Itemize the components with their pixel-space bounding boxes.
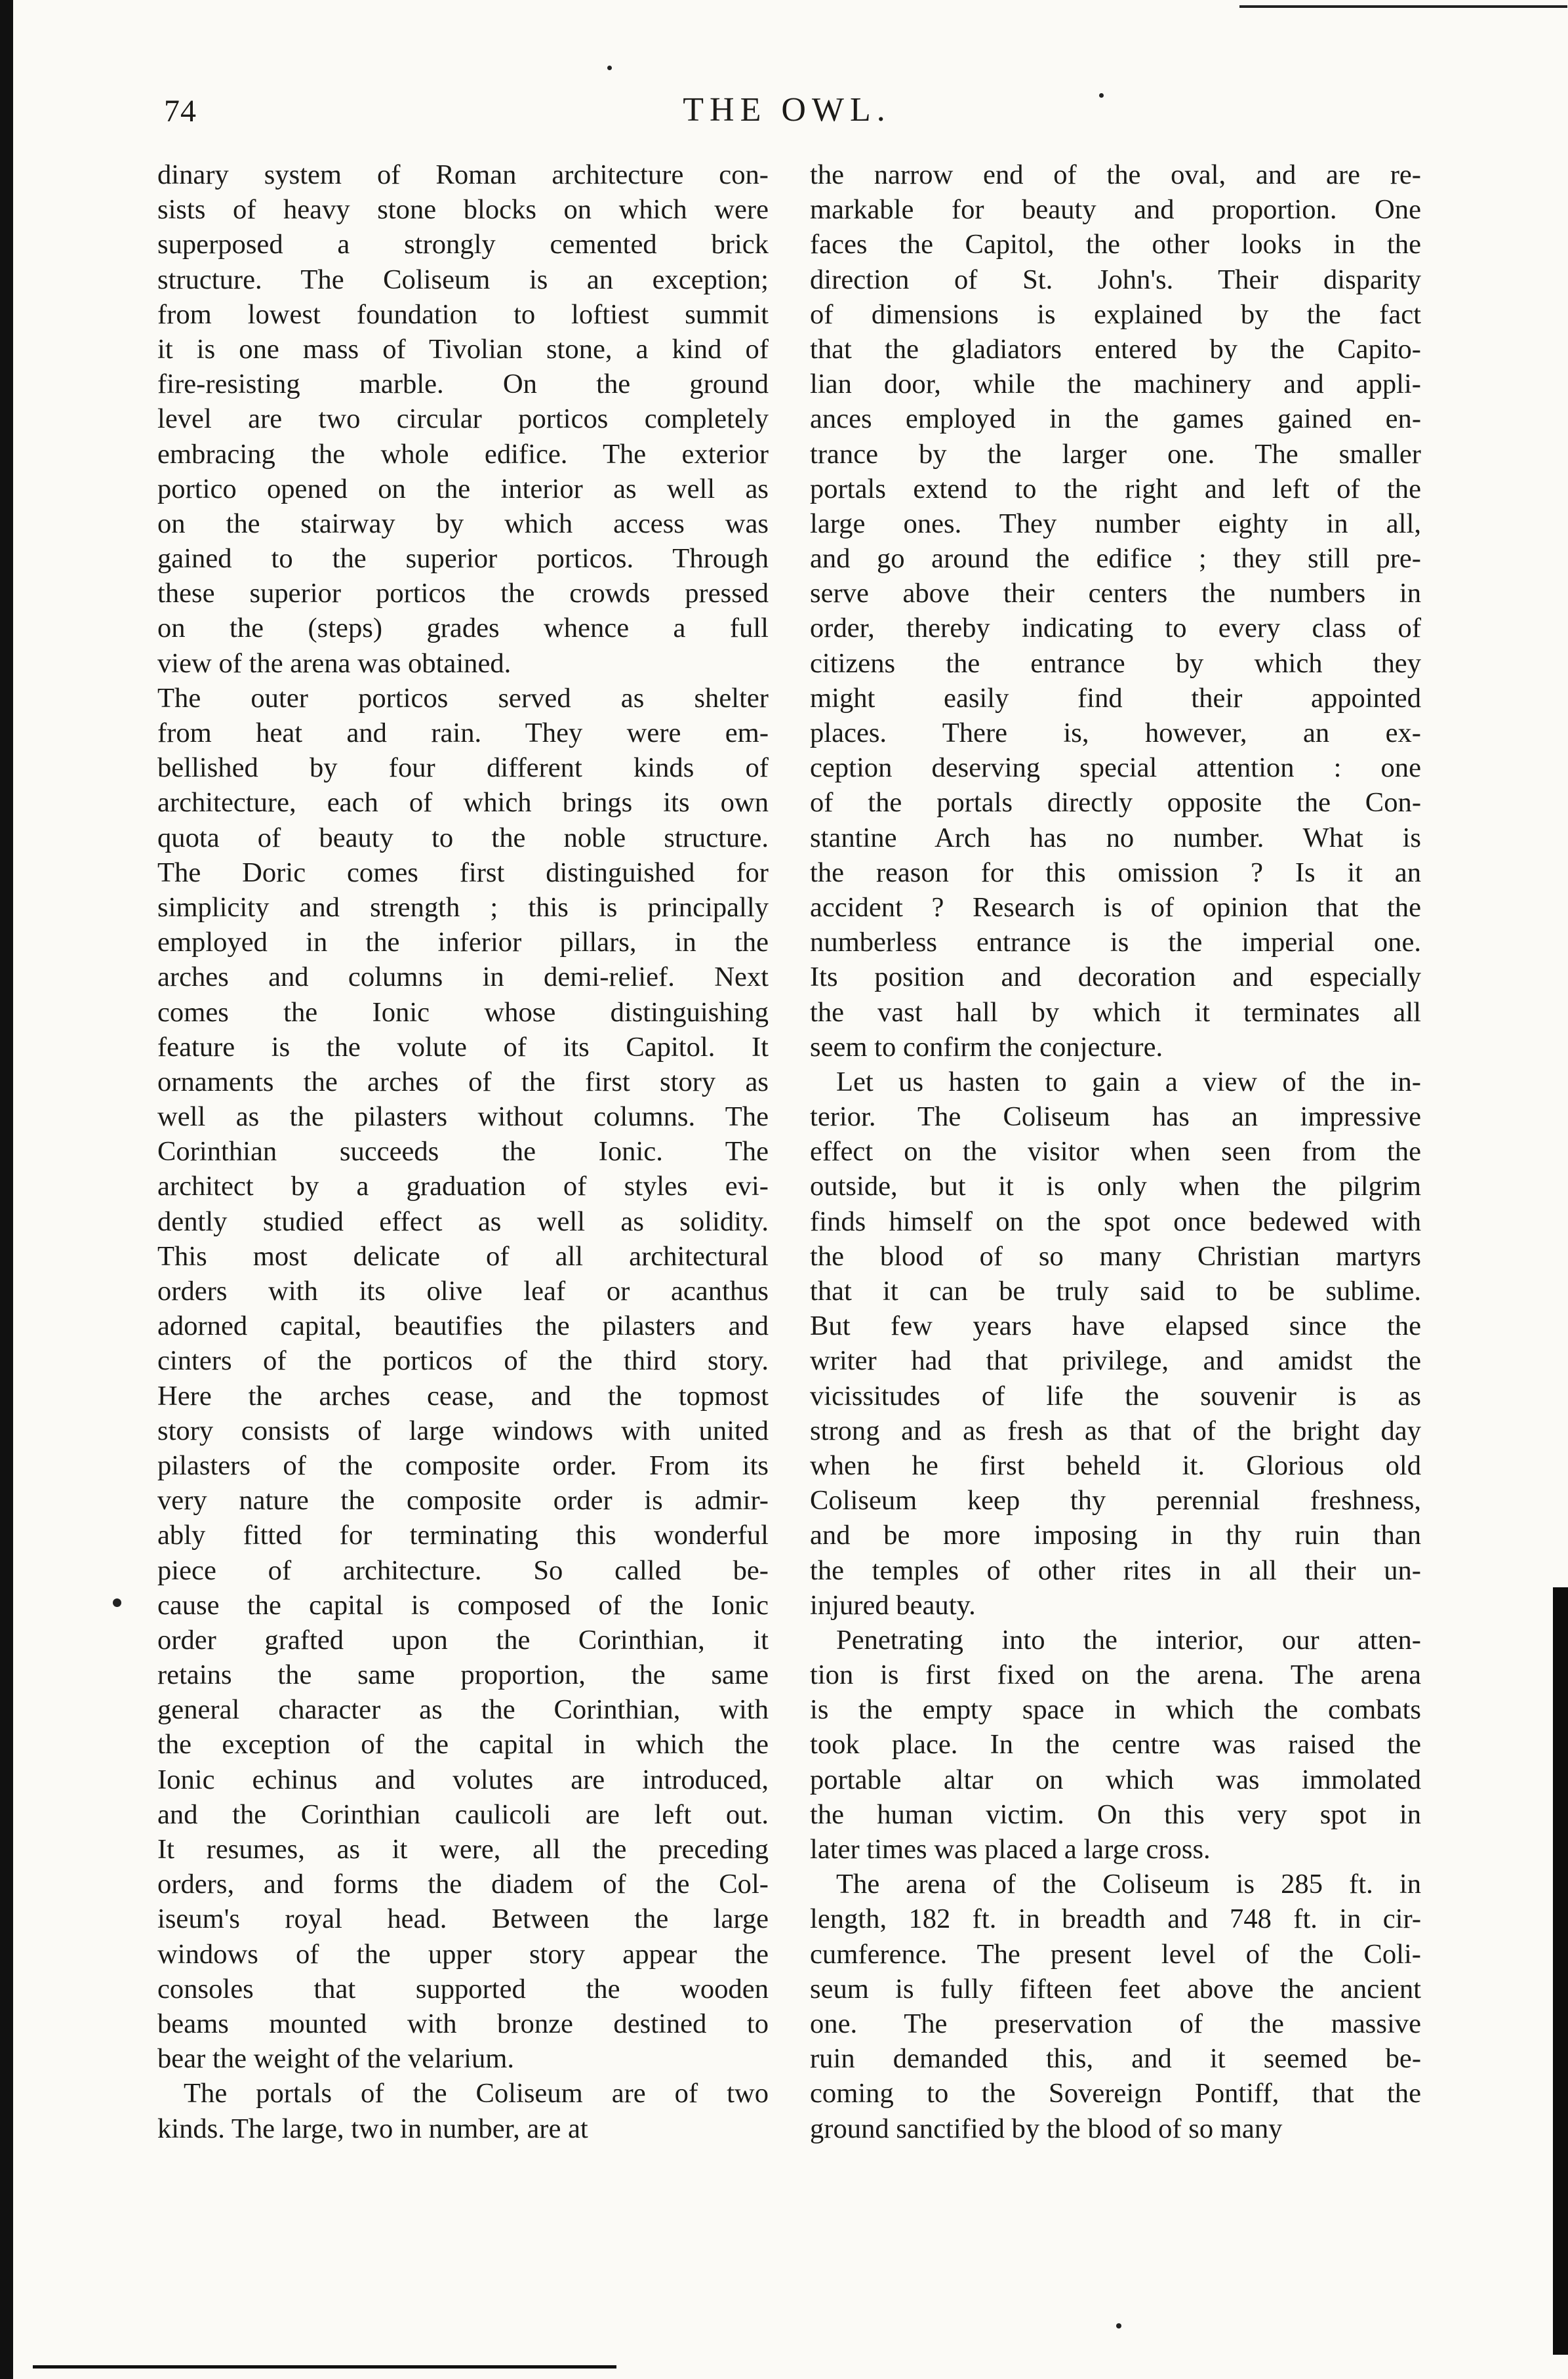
- text-line: the vast hall by which it terminates all: [810, 996, 1421, 1028]
- text-line: portals extend to the right and left of the: [810, 473, 1421, 504]
- text-line: cumference. The present level of the Coli-: [810, 1938, 1421, 1970]
- text-line: cinters of the porticos of the third story.: [157, 1345, 769, 1377]
- text-line: the exception of the capital in which the: [157, 1729, 769, 1760]
- text-line: the human victim. On this very spot in: [810, 1799, 1421, 1830]
- text-line: structure. The Coliseum is an exception;: [157, 264, 769, 295]
- text-line: But few years have elapsed since the: [810, 1311, 1421, 1342]
- text-line: level are two circular porticos completely: [157, 403, 769, 435]
- text-line: outside, but it is only when the pilgrim: [810, 1171, 1421, 1202]
- text-line: that it can be truly said to be sublime.: [810, 1276, 1421, 1307]
- right-column: [810, 157, 1421, 2146]
- text-line: consoles that supported the wooden: [157, 1973, 769, 2004]
- text-line: The portals of the Coliseum are of two: [184, 2078, 769, 2109]
- text-line: terior. The Coliseum has an impressive: [810, 1101, 1421, 1133]
- text-line: retains the same proportion, the same: [157, 1659, 769, 1691]
- text-line: serve above their centers the numbers in: [810, 578, 1421, 609]
- text-line: kinds. The large, two in number, are at: [157, 2113, 588, 2144]
- text-line: one. The preservation of the massive: [810, 2008, 1421, 2039]
- text-line: story consists of large windows with united: [157, 1415, 769, 1446]
- text-line: very nature the composite order is admir-: [157, 1485, 769, 1516]
- text-line: tion is first fixed on the arena. The arena: [810, 1659, 1421, 1691]
- text-line: large ones. They number eighty in all,: [810, 508, 1421, 539]
- text-line: iseum's royal head. Between the large: [157, 1903, 769, 1935]
- text-line: injured beauty.: [810, 1589, 976, 1621]
- text-line: arches and columns in demi-relief. Next: [157, 962, 769, 993]
- text-line: general character as the Corinthian, with: [157, 1694, 769, 1726]
- text-line: strong and as fresh as that of the bright day: [810, 1415, 1421, 1446]
- text-line: seum is fully fifteen feet above the ancient: [810, 1973, 1421, 2004]
- text-line: these superior porticos the crowds pressed: [157, 578, 769, 609]
- text-line: the blood of so many Christian martyrs: [810, 1240, 1421, 1272]
- text-line: faces the Capitol, the other looks in the: [810, 229, 1421, 260]
- text-line: markable for beauty and proportion. One: [810, 194, 1421, 226]
- text-line: and the Corinthian caulicoli are left out.: [157, 1799, 769, 1830]
- text-line: that the gladiators entered by the Capito-: [810, 333, 1421, 365]
- text-line: Ionic echinus and volutes are introduced,: [157, 1764, 769, 1795]
- text-line: windows of the upper story appear the: [157, 1938, 769, 1970]
- text-line: coming to the Sovereign Pontiff, that the: [810, 2078, 1421, 2109]
- text-line: the narrow end of the oval, and are re-: [810, 159, 1421, 190]
- text-line: gained to the superior porticos. Through: [157, 543, 769, 575]
- page-binding-edge: [0, 0, 13, 2379]
- text-line: ornaments the arches of the first story as: [157, 1066, 769, 1097]
- text-line: on the (steps) grades whence a full: [157, 613, 769, 644]
- text-line: employed in the inferior pillars, in the: [157, 927, 769, 958]
- text-line: adorned capital, beautifies the pilasters and: [157, 1311, 769, 1342]
- text-line: ably fitted for terminating this wonderful: [157, 1520, 769, 1551]
- text-line: This most delicate of all architectural: [157, 1240, 769, 1272]
- text-line: stantine Arch has no number. What is: [810, 822, 1421, 853]
- text-line: bellished by four different kinds of: [157, 752, 769, 784]
- text-line: direction of St. John's. Their disparity: [810, 264, 1421, 295]
- text-line: finds himself on the spot once bedewed with: [810, 1206, 1421, 1237]
- text-line: effect on the visitor when seen from the: [810, 1136, 1421, 1168]
- text-line: order grafted upon the Corinthian, it: [157, 1624, 769, 1656]
- text-line: accident ? Research is of opinion that the: [810, 891, 1421, 923]
- text-line: beams mounted with bronze destined to: [157, 2008, 769, 2039]
- text-line: portable altar on which was immolated: [810, 1764, 1421, 1795]
- top-edge-rule: [1239, 5, 1567, 8]
- text-line: quota of beauty to the noble structure.: [157, 822, 769, 853]
- text-line: architecture, each of which brings its own: [157, 787, 769, 819]
- text-line: well as the pilasters without columns. The: [157, 1101, 769, 1133]
- text-line: ground sanctified by the blood of so many: [810, 2113, 1283, 2144]
- text-line: It resumes, as it were, all the preceding: [157, 1834, 769, 1865]
- text-line: and be more imposing in thy ruin than: [810, 1520, 1421, 1551]
- speck-mark: [1116, 2323, 1121, 2328]
- text-line: embracing the whole edifice. The exterior: [157, 438, 769, 470]
- text-line: the temples of other rites in all their un-: [810, 1555, 1421, 1586]
- text-line: The arena of the Coliseum is 285 ft. in: [836, 1869, 1421, 1900]
- text-line: from lowest foundation to loftiest summit: [157, 298, 769, 330]
- text-line: writer had that privilege, and amidst the: [810, 1345, 1421, 1377]
- text-line: ances employed in the games gained en-: [810, 403, 1421, 435]
- text-line: seem to confirm the conjecture.: [810, 1031, 1163, 1063]
- text-line: piece of architecture. So called be-: [157, 1555, 769, 1586]
- text-line: when he first beheld it. Glorious old: [810, 1450, 1421, 1481]
- text-line: it is one mass of Tivolian stone, a kind of: [157, 333, 769, 365]
- page-number: 74: [164, 94, 197, 129]
- speck-mark: [113, 1598, 121, 1607]
- text-line: on the stairway by which access was: [157, 508, 769, 539]
- text-line: Here the arches cease, and the topmost: [157, 1380, 769, 1412]
- text-line: portico opened on the interior as well as: [157, 473, 769, 504]
- text-line: orders, and forms the diadem of the Col-: [157, 1869, 769, 1900]
- text-line: length, 182 ft. in breadth and 748 ft. in cir-: [810, 1903, 1421, 1935]
- text-line: and go around the edifice ; they still pre-: [810, 543, 1421, 575]
- text-line: the reason for this omission ? Is it an: [810, 857, 1421, 888]
- text-line: view of the arena was obtained.: [157, 647, 512, 679]
- text-line: numberless entrance is the imperial one.: [810, 927, 1421, 958]
- text-line: ception deserving special attention : one: [810, 752, 1421, 784]
- bottom-edge-rule: [33, 2365, 616, 2369]
- text-line: Corinthian succeeds the Ionic. The: [157, 1136, 769, 1168]
- text-line: is the empty space in which the combats: [810, 1694, 1421, 1726]
- text-line: Penetrating into the interior, our atten-: [836, 1624, 1421, 1656]
- text-line: pilasters of the composite order. From its: [157, 1450, 769, 1481]
- text-line: places. There is, however, an ex-: [810, 718, 1421, 748]
- text-line: vicissitudes of life the souvenir is as: [810, 1380, 1421, 1412]
- text-line: lian door, while the machinery and appli-: [810, 369, 1421, 400]
- text-line: might easily find their appointed: [810, 682, 1421, 714]
- text-line: ruin demanded this, and it seemed be-: [810, 2043, 1421, 2075]
- text-line: from heat and rain. They were em-: [157, 718, 769, 748]
- text-line: comes the Ionic whose distinguishing: [157, 996, 769, 1028]
- text-line: Let us hasten to gain a view of the in-: [836, 1066, 1421, 1097]
- speck-mark: [1099, 93, 1104, 98]
- text-line: Coliseum keep thy perennial freshness,: [810, 1485, 1421, 1516]
- text-line: of the portals directly opposite the Con-: [810, 787, 1421, 819]
- text-line: took place. In the centre was raised the: [810, 1729, 1421, 1760]
- text-line: trance by the larger one. The smaller: [810, 438, 1421, 470]
- running-head: THE OWL.: [683, 91, 891, 129]
- text-line: dently studied effect as well as solidity.: [157, 1206, 769, 1237]
- text-line: dinary system of Roman architecture con-: [157, 159, 769, 190]
- text-line: orders with its olive leaf or acanthus: [157, 1276, 769, 1307]
- text-line: bear the weight of the velarium.: [157, 2043, 515, 2075]
- text-line: of dimensions is explained by the fact: [810, 298, 1421, 330]
- text-line: cause the capital is composed of the Ionic: [157, 1589, 769, 1621]
- text-line: feature is the volute of its Capitol. It: [157, 1031, 769, 1063]
- text-line: Its position and decoration and especially: [810, 962, 1421, 993]
- speck-mark: [607, 66, 612, 70]
- text-line: order, thereby indicating to every class of: [810, 613, 1421, 644]
- text-line: superposed a strongly cemented brick: [157, 229, 769, 260]
- right-binding-edge: [1553, 1587, 1568, 2355]
- text-line: fire-resisting marble. On the ground: [157, 369, 769, 400]
- text-line: later times was placed a large cross.: [810, 1834, 1211, 1865]
- text-line: citizens the entrance by which they: [810, 647, 1421, 679]
- text-line: simplicity and strength ; this is principally: [157, 891, 769, 923]
- text-line: sists of heavy stone blocks on which were: [157, 194, 769, 226]
- left-column: [157, 157, 769, 2146]
- text-line: architect by a graduation of styles evi-: [157, 1171, 769, 1202]
- text-line: The outer porticos served as shelter: [157, 682, 769, 714]
- text-line: The Doric comes first distinguished for: [157, 857, 769, 888]
